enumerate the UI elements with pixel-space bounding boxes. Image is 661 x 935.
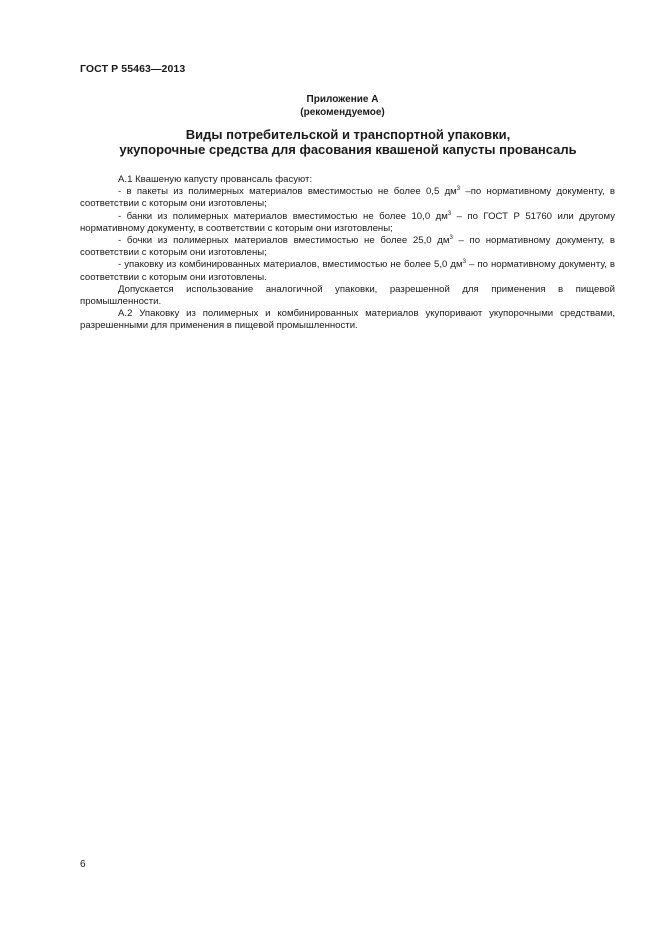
list-item-text: – по нормативному документу, в соответствии с которым они изготовлены; xyxy=(80,235,616,259)
annex-header xyxy=(0,93,661,119)
annex-status: (рекомендуемое) xyxy=(300,107,385,118)
annex-title-line-2: укупорочные средства для фасования квашеной капусты провансаль xyxy=(119,142,577,157)
list-item-barrels xyxy=(80,235,615,259)
paragraph-a1: А.1 Квашеную капусту провансаль фасуют: xyxy=(118,174,313,185)
list-item-text: - в пакеты из полимерных материалов вместимостью не более 0,5 дм xyxy=(118,186,457,198)
superscript: 3 xyxy=(449,235,453,242)
list-item-text: - упаковку из комбинированных материалов, вместимостью не более 5,0 дм xyxy=(118,259,463,271)
list-item-combined xyxy=(80,259,615,283)
list-item-text: –по нормативному документу, в соответствии с которым они изготовлены; xyxy=(80,186,615,210)
annex-body xyxy=(80,174,615,333)
list-item-text: – по нормативному документу, в соответствии с которым они изготовлены. xyxy=(80,259,616,283)
list-item-text: - бочки из полимерных материалов вместимостью не более 25,0 дм xyxy=(118,235,450,247)
superscript: 3 xyxy=(456,186,461,193)
paragraph-allowed: Допускается использование аналогичной упаковки, разрешенной для применения в пищевой промышленности. xyxy=(80,283,615,308)
paragraph-a2: А.2 Упаковку из полимерных и комбинированных материалов укупоривают укупорочными средствами, разрешенными для применения в пищевой промышленности. xyxy=(80,308,615,332)
document-code: ГОСТ Р 55463—2013 xyxy=(80,63,186,75)
superscript: 3 xyxy=(462,259,466,266)
list-item-bags xyxy=(80,186,615,210)
list-item-text: - банки из полимерных материалов вместимостью не более 10,0 дм xyxy=(118,210,448,222)
superscript: 3 xyxy=(447,210,452,217)
list-item-text: – по ГОСТ Р 51760 или другому нормативному документу, в соответствии с которым они изготовлены; xyxy=(80,210,615,234)
list-item-jars xyxy=(80,211,615,235)
annex-title xyxy=(80,127,616,157)
annex-title-line-1: Виды потребительской и транспортной упаковки, xyxy=(185,127,511,142)
page-number: 6 xyxy=(80,859,86,870)
annex-label: Приложение А xyxy=(306,94,379,105)
